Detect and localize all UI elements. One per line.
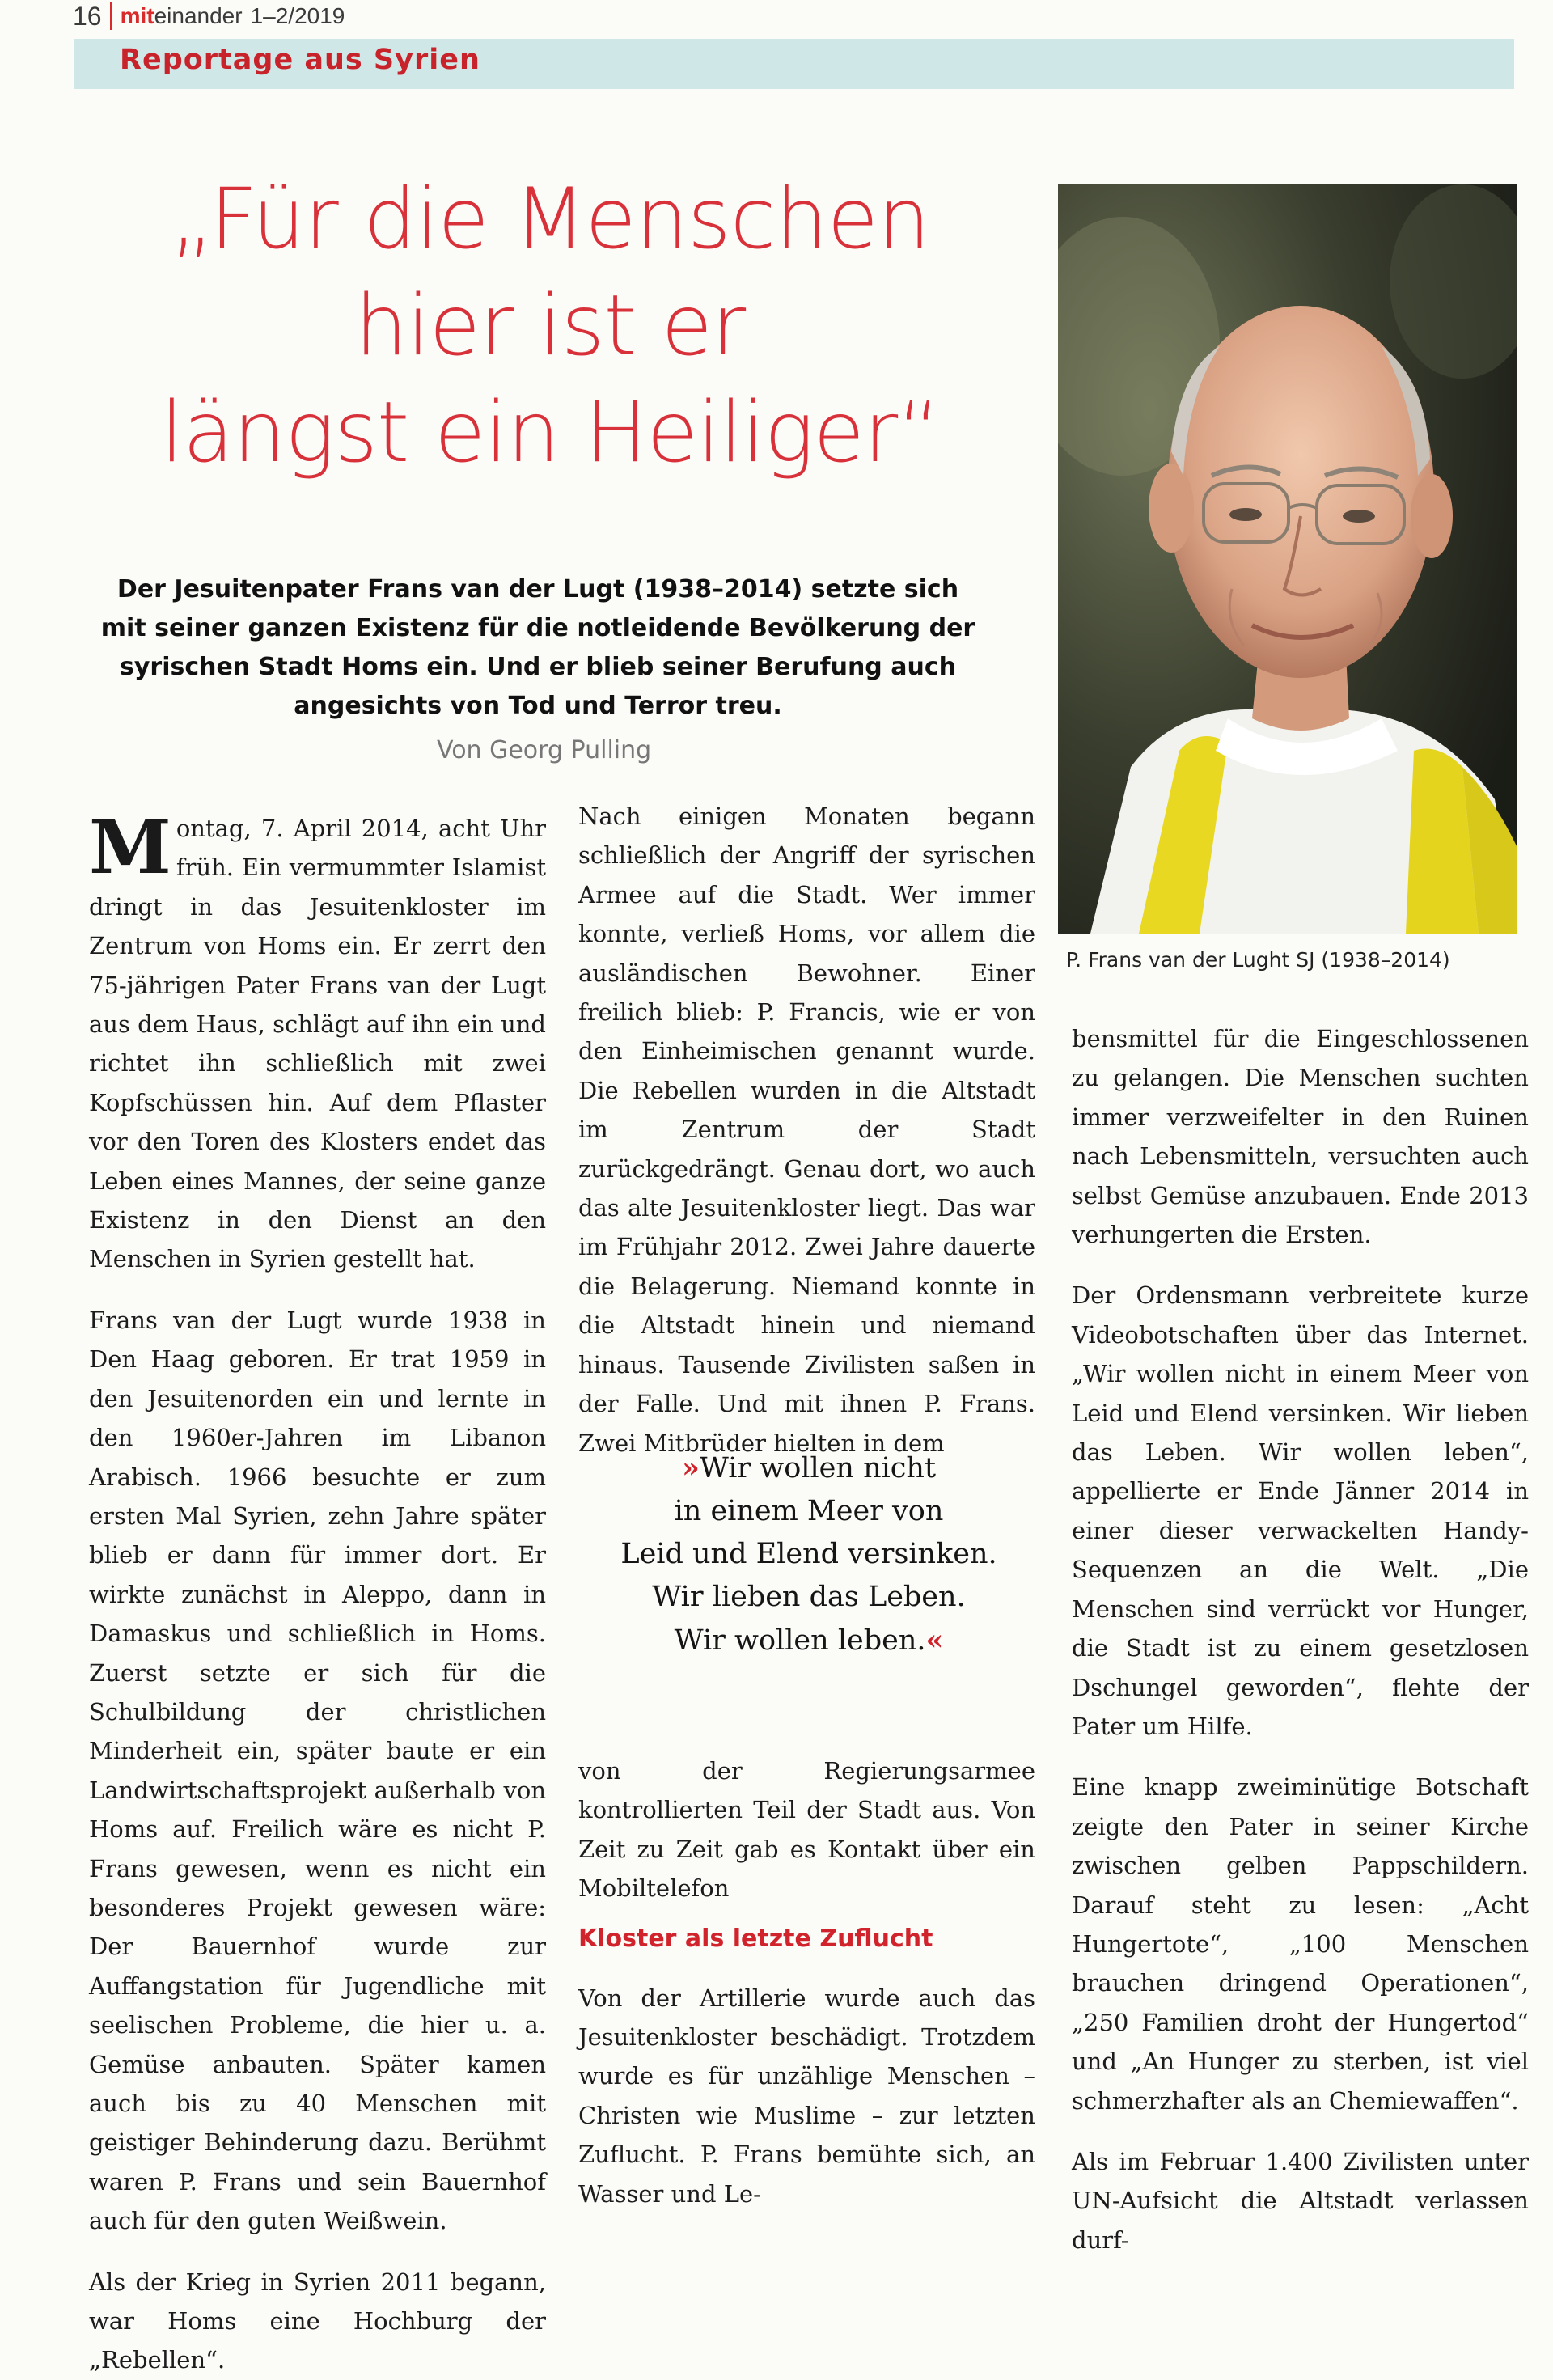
article-column-2 bbox=[578, 797, 1035, 1463]
paragraph: Nach einigen Monaten begann schließlich der Angriff der syrischen Armee auf die Stadt. Wer immer konnte, verließ Homs, vor allem die ausländischen Bewohner. Einer freilich blieb: P. Francis, wie er von den Einheimischen genannt wurde. Die Rebellen wurden in die Altstadt im Zentrum der Stadt zurückgedrängt. Genau dort, wo auch das alte Jesuitenkloster liegt. Das war im Frühjahr 2012. Zwei Jahre dauerte die Belagerung. Niemand konnte in die Altstadt hinein und niemand hinaus. Tausende Zivilisten saßen in der Falle. Und mit ihnen P. Frans. Zwei Mitbrüder hielten in dem bbox=[578, 803, 1035, 1457]
headline bbox=[121, 166, 979, 486]
paragraph: bensmittel für die Eingeschlossenen zu gelangen. Die Menschen suchten immer verzweifelter in den Ruinen nach Lebensmitteln, versuchten auch selbst Gemüse anzubauen. Ende 2013 verhungerten die Ersten. bbox=[1072, 1025, 1529, 1249]
magazine-title: miteinander bbox=[120, 3, 243, 28]
article-column-1 bbox=[89, 803, 546, 2380]
quote-line: in einem Meer von bbox=[674, 1495, 944, 1527]
page-header bbox=[73, 0, 345, 32]
quote-line: Leid und Elend versinken. bbox=[620, 1538, 997, 1570]
portrait-illustration bbox=[1058, 184, 1517, 934]
article-column-2-continued bbox=[578, 1751, 1035, 2213]
paragraph: Der Ordensmann verbreitete kurze Videobotschaften über das Internet. „Wir wollen nicht in einem Meer von Leid und Elend versinken. Wir lieben das Leben. Wir wollen leben“, appellierte er Ende Jänner 2014 in einer dieser verwackelten Handy-Sequenzen an die Welt. „Die Menschen sind verrückt vor Hunger, die Stadt ist zu einem gesetzlosen Dschungel geworden“, flehte der Pater um Hilfe. bbox=[1072, 1281, 1529, 1740]
paragraph: von der Regierungsarmee kontrollierten Teil der Stadt aus. Von Zeit zu Zeit gab es Kontakt über ein Mobiltelefon bbox=[578, 1757, 1035, 1903]
drop-cap: M bbox=[89, 803, 171, 891]
quote-open-mark: » bbox=[681, 1451, 700, 1484]
quote-line: Wir lieben das Leben. bbox=[652, 1581, 966, 1613]
header-divider bbox=[110, 2, 112, 30]
paragraph: Als im Februar 1.400 Zivilisten unter UN-Aufsicht die Altstadt verlassen durf- bbox=[1072, 2147, 1529, 2254]
page-number: 16 bbox=[73, 1, 102, 31]
lead-paragraph: Der Jesuitenpater Frans van der Lugt (1938–2014) setzte sich mit seiner ganzen Existenz für die notleidende Bevölkerung der syrischen Stadt Homs ein. Und er blieb seiner Berufung auch angesichts von Tod und Terror treu. bbox=[100, 575, 975, 720]
subheading: Kloster als letzte Zuflucht bbox=[578, 1924, 933, 1953]
paragraph: Von der Artillerie wurde auch das Jesuitenkloster beschädigt. Trotzdem wurde es für unzählige Menschen – Christen wie Muslime – zur letzten Zuflucht. P. Frans bemühte sich, an Wasser und Le- bbox=[578, 1984, 1035, 2208]
article-column-3 bbox=[1072, 1019, 1529, 2259]
headline-line: längst ein Heiliger“ bbox=[160, 384, 940, 481]
paragraph: Montag, 7. April 2014, acht Uhr früh. Ein vermummter Islamist dringt in das Jesuitenkloster im Zentrum von Homs ein. Er zerrt den 75-jährigen Pater Frans van der Lugt aus dem Haus, schlägt auf ihn ein und richtet ihn schließlich mit zwei Kopfschüssen hin. Auf dem Pflaster vor den Toren des Klosters endet das Leben eines Mannes, der seine ganze Existenz in den Dienst an den Menschen in Syrien gestellt hat. bbox=[89, 803, 546, 1273]
paragraph: Eine knapp zweiminütige Botschaft zeigte den Pater in seiner Kirche zwischen gelben Pappschildern. Darauf steht zu lesen: „Acht Hungertote“, „100 Menschen brauchen dringend Operationen“, „250 Familien droht der Hungertod“ und „An Hunger zu sterben, ist viel schmerzhafter als an Chemiewaffen“. bbox=[1072, 1773, 1529, 2115]
byline: Von Georg Pulling bbox=[437, 736, 652, 764]
issue-label: 1–2/2019 bbox=[250, 3, 345, 28]
section-label: Reportage aus Syrien bbox=[120, 44, 480, 76]
headline-line: hier ist er bbox=[354, 277, 746, 375]
photo-caption: P. Frans van der Lught SJ (1938–2014) bbox=[1066, 948, 1450, 972]
paragraph: Als der Krieg in Syrien 2011 begann, war Homs eine Hochburg der „Rebellen“. bbox=[89, 2268, 546, 2374]
pull-quote bbox=[590, 1446, 1027, 1662]
headline-line: „Für die Menschen bbox=[170, 171, 930, 268]
paragraph: Frans van der Lugt wurde 1938 in Den Haag geboren. Er trat 1959 in den Jesuitenorden ein und lernte in den 1960er-Jahren im Libanon Arabisch. 1966 besuchte er zum ersten Mal Syrien, zehn Jahre später blieb er dann für immer dort. Er wirkte zunächst in Aleppo, dann in Damaskus und schließlich in Homs. Zuerst setzte er sich für die Schulbildung der christlichen Minderheit ein, später baute er ein Landwirtschaftsprojekt außerhalb von Homs auf. Freilich wäre es nicht P. Frans gewesen, wenn es nicht ein besonderes Projekt gewesen wäre: Der Bauernhof wurde zur Auffangstation für Jugendliche mit seelischen Probleme, die hier u. a. Gemüse anbauten. Später kamen auch bis zu 40 Menschen mit geistiger Behinderung dazu. Berühmt waren P. Frans und sein Bauernhof auch für den guten Weißwein. bbox=[89, 1306, 546, 2235]
quote-line: Wir wollen leben. bbox=[674, 1624, 926, 1657]
quote-close-mark: « bbox=[925, 1624, 944, 1657]
portrait-photo bbox=[1058, 184, 1517, 934]
quote-line: Wir wollen nicht bbox=[699, 1452, 937, 1484]
